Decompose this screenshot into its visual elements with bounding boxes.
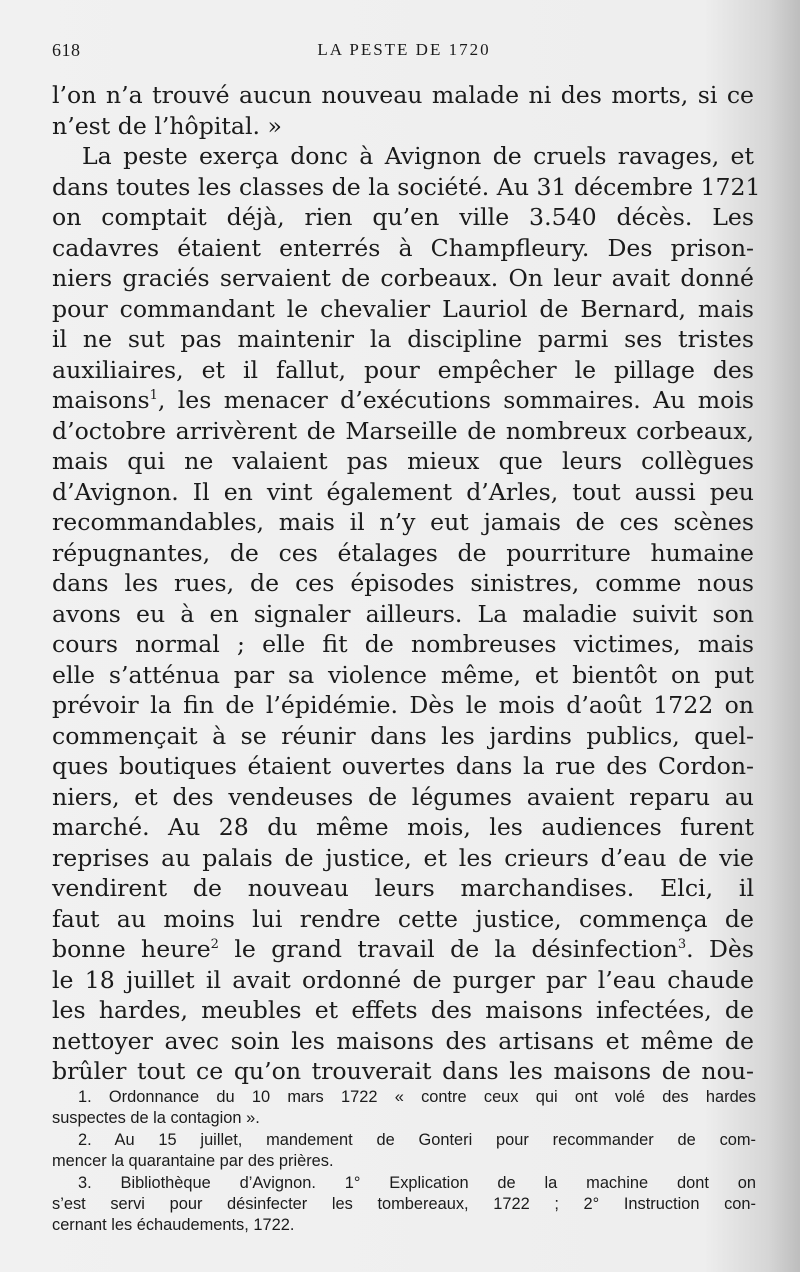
body-line: le 18 juillet il avait ordonné de purger par l’eau chaude (52, 965, 754, 994)
footnote-line: 2. Au 15 juillet, mandement de Gonteri pour recommander de com- (78, 1130, 756, 1149)
body-line: reprises au palais de justice, et les crieurs d’eau de vie (52, 843, 754, 872)
body-line: dans toutes les classes de la société. Au 31 décembre 1721 (52, 172, 761, 201)
body-line-start: bonne heure (52, 935, 211, 963)
footnotes (52, 1087, 756, 1237)
footnote-ref-3: 3 (677, 937, 687, 952)
body-line: prévoir la fin de l’épidémie. Dès le mois d’août 1722 on (52, 691, 754, 719)
footnote-line: cernant les échaudements, 1722. (52, 1216, 295, 1235)
body-line: recommandables, mais il n’y eut jamais de ces scènes (52, 508, 754, 536)
body-line: elle s’atténua par sa violence même, et bientôt on put (52, 660, 754, 689)
body-line-end: , les menacer d’exécutions sommaires. Au mois (157, 386, 754, 414)
body-line: auxiliaires, et il fallut, pour empêcher le pillage des (52, 355, 754, 384)
body-line: il ne sut pas maintenir la discipline parmi ses tristes (52, 325, 754, 353)
body-line: brûler tout ce qu’on trouverait dans les maisons de nou- (52, 1057, 754, 1085)
body-line: d’octobre arrivèrent de Marseille de nombreux corbeaux, (52, 416, 754, 445)
body-line: vendirent de nouveau leurs marchandises. Elci, il (52, 874, 754, 902)
body-line: mais qui ne valaient pas mieux que leurs collègues (52, 447, 754, 475)
body-line: commençait à se réunir dans les jardins publics, quel- (52, 721, 754, 750)
body-line: cadavres étaient enterrés à Champfleury. Des prison- (52, 233, 754, 262)
body-line: on comptait déjà, rien qu’en ville 3.540 décès. Les (52, 203, 754, 231)
footnote-ref-2: 2 (210, 937, 219, 952)
body-line (52, 934, 754, 965)
body-line: dans les rues, de ces épisodes sinistres, comme nous (52, 569, 754, 597)
body-line-end: . Dès (686, 935, 754, 963)
body-line: ques boutiques étaient ouvertes dans la rue des Cordon- (52, 752, 754, 780)
body-line: niers, et des vendeuses de légumes avaient reparu au (52, 782, 754, 811)
body-line: pour commandant le chevalier Lauriol de Bernard, mais (52, 294, 754, 323)
body-line: d’Avignon. Il en vint également d’Arles, tout aussi peu (52, 477, 754, 506)
body-line: nettoyer avec soin les maisons des artisans et même de (52, 1026, 754, 1055)
body-line: avons eu à en signaler ailleurs. La maladie suivit son (52, 599, 754, 628)
footnote-line: 3. Bibliothèque d’Avignon. 1° Explication de la machine dont on (78, 1173, 756, 1192)
body-line: répugnantes, de ces étalages de pourriture humaine (52, 538, 754, 567)
running-title: LA PESTE DE 1720 (317, 40, 491, 59)
body-line: les hardes, meubles et effets des maisons infectées, de (52, 996, 754, 1024)
body-line: faut au moins lui rendre cette justice, commença de (52, 904, 754, 933)
body-line: niers graciés servaient de corbeaux. On leur avait donné (52, 264, 754, 292)
body-line: La peste exerça donc à Avignon de cruels ravages, et (82, 142, 754, 170)
footnote-line: suspectes de la contagion ». (52, 1109, 260, 1128)
footnote-line: mencer la quarantaine par des prières. (52, 1152, 334, 1171)
body-line-start: maisons (52, 386, 150, 414)
body-line: l’on n’a trouvé aucun nouveau malade ni des morts, si ce (52, 81, 754, 109)
body-line: cours normal ; elle fit de nombreuses victimes, mais (52, 630, 754, 658)
body-line-middle: le grand travail de la désinfection (218, 935, 678, 963)
body-line (52, 385, 754, 416)
footnote-line: 1. Ordonnance du 10 mars 1722 « contre ceux qui ont volé des hardes (78, 1088, 756, 1106)
body-line: marché. Au 28 du même mois, les audiences furent (52, 813, 754, 841)
page-number: 618 (52, 40, 81, 60)
body-text (52, 80, 761, 1087)
page-header (52, 40, 756, 64)
body-line: n’est de l’hôpital. » (52, 111, 282, 140)
footnote-ref-1: 1 (149, 388, 158, 403)
footnote-line: s’est servi pour désinfecter les tombereaux, 1722 ; 2° Instruction con- (52, 1194, 756, 1213)
